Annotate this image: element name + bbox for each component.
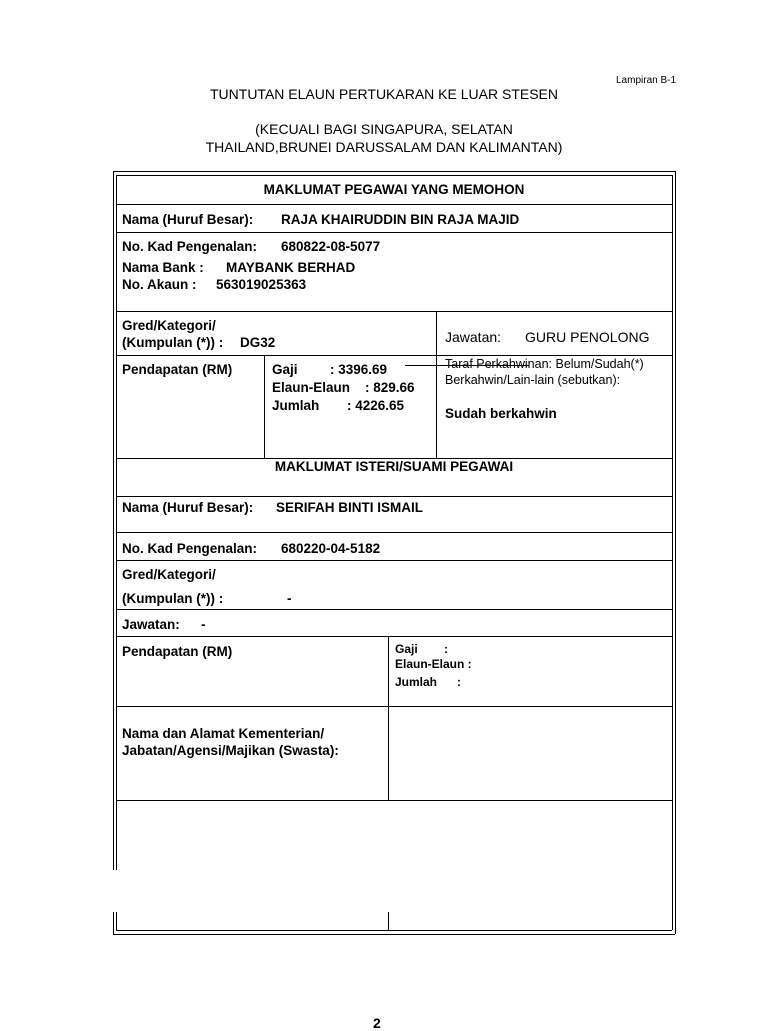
pasangan-alamat-label-line1: Nama dan Alamat Kementerian/	[122, 726, 325, 741]
pegawai-jawatan-label: Jawatan:	[445, 329, 502, 345]
pasangan-pendapatan-label: Pendapatan (RM)	[122, 644, 233, 659]
form-title: TUNTUTAN ELAUN PERTUKARAN KE LUAR STESEN	[210, 86, 558, 102]
pasangan-nama-label: Nama (Huruf Besar):	[122, 500, 254, 515]
pegawai-kumpulan-label: (Kumpulan (*)) :	[122, 335, 224, 350]
pegawai-gaji-label: Gaji	[272, 362, 298, 377]
pegawai-jawatan-value: GURU PENOLONG	[525, 329, 650, 345]
pasangan-kumpulan-value: -	[287, 591, 292, 606]
pegawai-elaun-value: : 829.66	[365, 380, 415, 395]
pegawai-elaun-label: Elaun-Elaun	[272, 380, 351, 395]
page-number: 2	[373, 1015, 381, 1031]
pasangan-gred-label: Gred/Kategori/	[122, 567, 216, 582]
pasangan-jumlah-label: Jumlah	[395, 675, 438, 689]
pegawai-akaun-label: No. Akaun :	[122, 277, 197, 292]
pegawai-jumlah-label: Jumlah	[272, 398, 320, 413]
pasangan-kp-label: No. Kad Pengenalan:	[122, 541, 258, 556]
pegawai-kp-value: 680822-08-5077	[281, 239, 381, 254]
section-title-pasangan: MAKLUMAT ISTERI/SUAMI PEGAWAI	[274, 459, 514, 474]
pasangan-jumlah-colon: :	[457, 675, 461, 689]
pasangan-kp-value: 680220-04-5182	[281, 541, 381, 556]
pegawai-gred-label: Gred/Kategori/	[122, 318, 216, 333]
pegawai-kumpulan-value: DG32	[240, 335, 276, 350]
pasangan-elaun-label: Elaun-Elaun :	[395, 657, 472, 671]
form-subtitle-line1: (KECUALI BAGI SINGAPURA, SELATAN	[255, 121, 513, 137]
pegawai-nama-value: RAJA KHAIRUDDIN BIN RAJA MAJID	[281, 212, 520, 227]
form-subtitle-line2: THAILAND,BRUNEI DARUSSALAM DAN KALIMANTAN)	[205, 139, 563, 155]
pegawai-pendapatan-label: Pendapatan (RM)	[122, 362, 233, 377]
pasangan-jawatan-label: Jawatan:	[122, 617, 180, 632]
pasangan-alamat-label-line2: Jabatan/Agensi/Majikan (Swasta):	[122, 743, 339, 758]
pegawai-bank-label: Nama Bank :	[122, 260, 204, 275]
pegawai-gaji-value: : 3396.69	[330, 362, 388, 377]
pasangan-gaji-label: Gaji	[395, 642, 418, 656]
pasangan-gaji-colon: :	[444, 642, 448, 656]
pegawai-akaun-value: 563019025363	[216, 277, 307, 292]
pegawai-bank-value: MAYBANK BERHAD	[226, 260, 356, 275]
taraf-line2: Berkahwin/Lain-lain (sebutkan):	[445, 373, 621, 387]
taraf-options: : Belum/Sudah(*)	[548, 357, 644, 371]
taraf-value: Sudah berkahwin	[445, 406, 557, 421]
lampiran-label: Lampiran B-1	[616, 75, 677, 86]
pasangan-kumpulan-label: (Kumpulan (*)) :	[122, 591, 224, 606]
pegawai-nama-label: Nama (Huruf Besar):	[122, 212, 254, 227]
pegawai-jumlah-value: : 4226.65	[347, 398, 405, 413]
taraf-struck-label: Taraf Perkahwinan	[445, 357, 549, 371]
pegawai-kp-label: No. Kad Pengenalan:	[122, 239, 258, 254]
pasangan-jawatan-value: -	[201, 617, 206, 632]
pasangan-nama-value: SERIFAH BINTI ISMAIL	[276, 500, 424, 515]
section-title-pegawai: MAKLUMAT PEGAWAI YANG MEMOHON	[263, 182, 525, 197]
